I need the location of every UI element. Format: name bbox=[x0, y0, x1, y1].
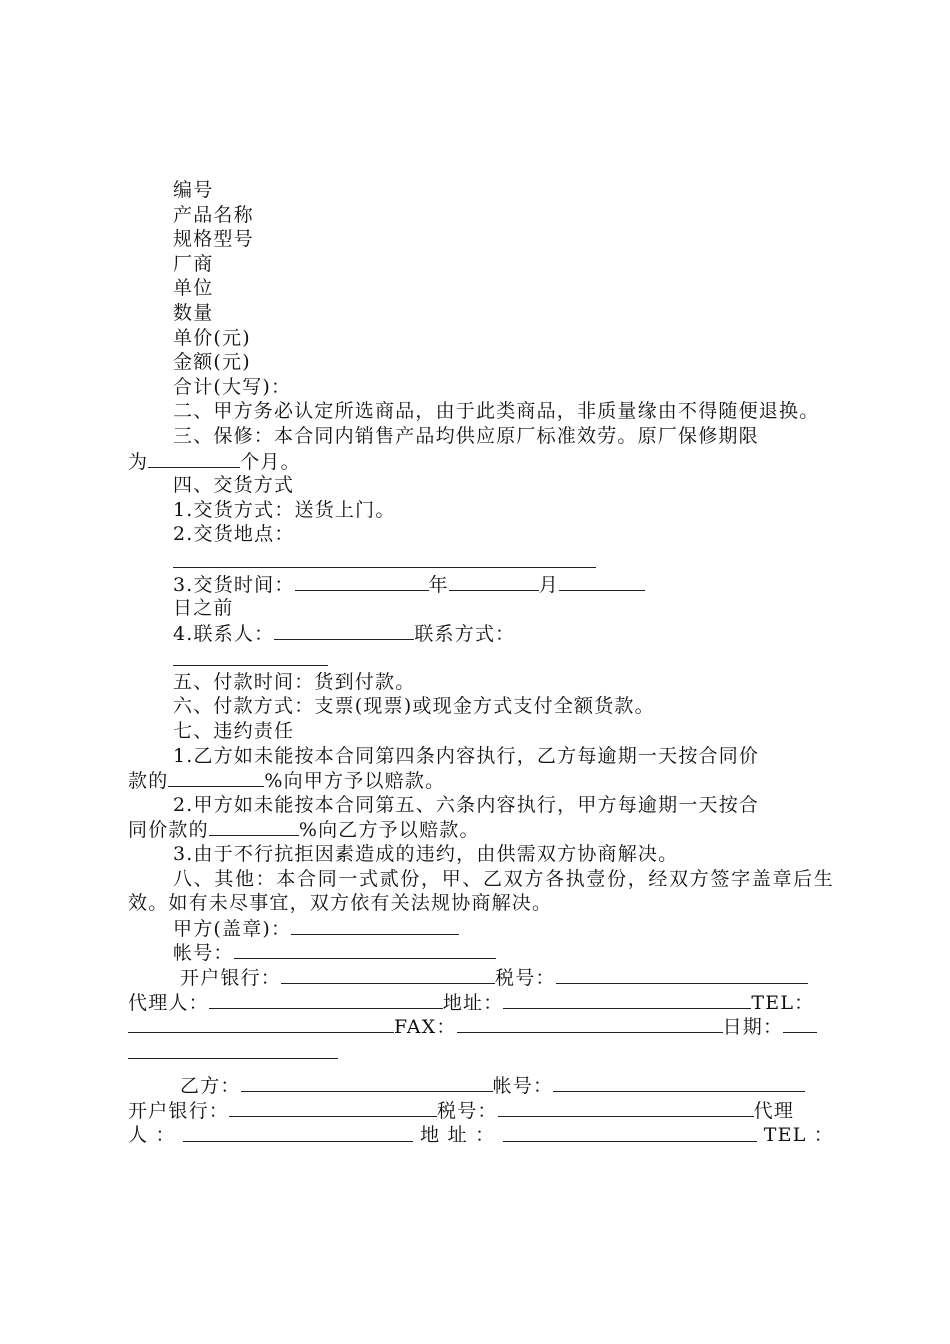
agent-b-row bbox=[128, 1123, 834, 1148]
blank-date-a-row bbox=[128, 1039, 834, 1064]
item-label: 金额(元) bbox=[173, 351, 251, 374]
clause-5: 五、付款时间：货到付款。 bbox=[173, 670, 416, 693]
blank-agent-b[interactable] bbox=[183, 1123, 413, 1142]
clause-7-3: 3.由于不行抗拒因素造成的违约，由供需双方协商解决。 bbox=[173, 843, 679, 866]
blank-account-b[interactable] bbox=[553, 1073, 805, 1092]
blank-address-b[interactable] bbox=[503, 1123, 757, 1142]
clause-7-2-line2 bbox=[128, 817, 834, 842]
blank-party-b[interactable] bbox=[241, 1073, 493, 1092]
clause-7-1-line1: 1.乙方如未能按本合同第四条内容执行，乙方每逾期一天按合同价 bbox=[173, 744, 760, 767]
text: ： bbox=[813, 1123, 834, 1146]
blank-date-a[interactable] bbox=[783, 1014, 817, 1033]
blank-bank-b[interactable] bbox=[229, 1098, 437, 1117]
text: 年 bbox=[428, 573, 449, 596]
item-label: 单位 bbox=[173, 277, 214, 300]
clause-4-1: 1.交货方式：送货上门。 bbox=[173, 498, 396, 521]
item-label: 厂商 bbox=[173, 252, 214, 275]
text: 款的 bbox=[128, 770, 169, 793]
item-label: 数量 bbox=[173, 301, 214, 324]
clause-4-title: 四、交货方式 bbox=[173, 474, 295, 497]
text: 3.交货时间： bbox=[173, 573, 295, 596]
blank-delivery-address-row bbox=[128, 547, 834, 572]
text: %向乙方予以赔款。 bbox=[298, 819, 480, 842]
blank-bank-a[interactable] bbox=[281, 965, 495, 984]
clause-4-4 bbox=[128, 621, 834, 646]
bank-a-row bbox=[128, 965, 834, 990]
blank-month[interactable] bbox=[449, 572, 539, 591]
clause-3-line2 bbox=[128, 449, 834, 474]
blank-agent-a[interactable] bbox=[209, 990, 443, 1009]
clause-2: 二、甲方务必认定所选商品，由于此类商品，非质量缘由不得随便退换。 bbox=[173, 400, 820, 423]
text: 帐号： bbox=[492, 1075, 554, 1098]
blank-penalty-a[interactable] bbox=[209, 817, 299, 836]
text: 为 bbox=[128, 450, 149, 473]
item-label: 产品名称 bbox=[173, 203, 254, 226]
blank-fax-a[interactable] bbox=[457, 1014, 723, 1033]
blank-tax-b[interactable] bbox=[498, 1098, 754, 1117]
text: ： bbox=[155, 1123, 176, 1146]
item-label: 规格型号 bbox=[173, 228, 254, 251]
blank-account-a[interactable] bbox=[234, 940, 496, 959]
blank-year[interactable] bbox=[295, 572, 429, 591]
blank-date-a-cont[interactable] bbox=[128, 1040, 338, 1059]
text: 帐号： bbox=[173, 942, 234, 965]
text: 地址： bbox=[442, 991, 504, 1014]
text: 乙方： bbox=[180, 1075, 241, 1098]
fax-a-row bbox=[128, 1014, 834, 1039]
blank-contact-way-row bbox=[128, 645, 834, 670]
text: 同价款的 bbox=[128, 819, 209, 842]
text: FAX： bbox=[394, 1016, 457, 1039]
text: 人 bbox=[128, 1123, 149, 1146]
blank-day[interactable] bbox=[559, 572, 645, 591]
clause-3-line1: 三、保修：本合同内销售产品均供应原厂标准效劳。原厂保修期限 bbox=[173, 424, 759, 447]
item-label: 编号 bbox=[173, 179, 214, 201]
blank-address-a[interactable] bbox=[503, 990, 751, 1009]
party-a-row bbox=[128, 916, 834, 941]
clause-7-title: 七、违约责任 bbox=[173, 720, 295, 743]
text: 开户银行： bbox=[128, 1099, 230, 1122]
clause-7-2-line1: 2.甲方如未能按本合同第五、六条内容执行，甲方每逾期一天按合 bbox=[173, 793, 760, 816]
text: %向甲方予以赔款。 bbox=[264, 770, 446, 793]
account-a-row bbox=[128, 940, 834, 965]
text: 联系方式： bbox=[414, 622, 516, 645]
blank-penalty-b[interactable] bbox=[168, 768, 264, 787]
clause-7-1-line2 bbox=[128, 768, 834, 793]
clause-6: 六、付款方式：支票(现票)或现金方式支付全额货款。 bbox=[173, 695, 655, 718]
text: 地 bbox=[420, 1123, 441, 1146]
blank-warranty-months[interactable] bbox=[148, 449, 240, 468]
text: 代理 bbox=[753, 1099, 795, 1122]
blank-tel-a[interactable] bbox=[128, 1014, 394, 1033]
blank-contact-person[interactable] bbox=[274, 621, 414, 640]
clause-8: 八、其他：本合同一式贰份，甲、乙双方各执壹份，经双方签字盖章后生效。如有未尽事宜，双方依有关法规协商解决。 bbox=[128, 867, 834, 915]
day-before: 日之前 bbox=[173, 597, 234, 620]
text: 代理人： bbox=[128, 991, 209, 1014]
blank-tax-a[interactable] bbox=[556, 965, 808, 984]
text: 4.联系人： bbox=[173, 622, 275, 645]
text: 月 bbox=[538, 573, 559, 596]
clause-4-2: 2.交货地点： bbox=[173, 523, 295, 546]
text: 日期： bbox=[722, 1016, 784, 1039]
item-label: 合计(大写)： bbox=[173, 375, 292, 398]
bank-b-row bbox=[128, 1098, 834, 1123]
party-b-row bbox=[128, 1073, 834, 1098]
item-label: 单价(元) bbox=[173, 326, 251, 349]
blank-delivery-address[interactable] bbox=[173, 549, 596, 568]
text: TEL bbox=[763, 1123, 807, 1146]
agent-a-row bbox=[128, 990, 834, 1015]
text: 开户银行： bbox=[180, 967, 282, 989]
blank-contact-way[interactable] bbox=[173, 647, 328, 666]
text: 甲方(盖章)： bbox=[173, 917, 292, 940]
text: 税号： bbox=[437, 1099, 498, 1122]
clause-4-3 bbox=[128, 572, 834, 597]
text: TEL： bbox=[751, 991, 815, 1014]
contract-page bbox=[128, 178, 834, 1147]
text: 址 bbox=[447, 1123, 468, 1146]
text: ： bbox=[475, 1123, 496, 1146]
text: 个月。 bbox=[240, 450, 301, 473]
text: 税号： bbox=[495, 967, 556, 989]
blank-party-a[interactable] bbox=[291, 916, 459, 935]
